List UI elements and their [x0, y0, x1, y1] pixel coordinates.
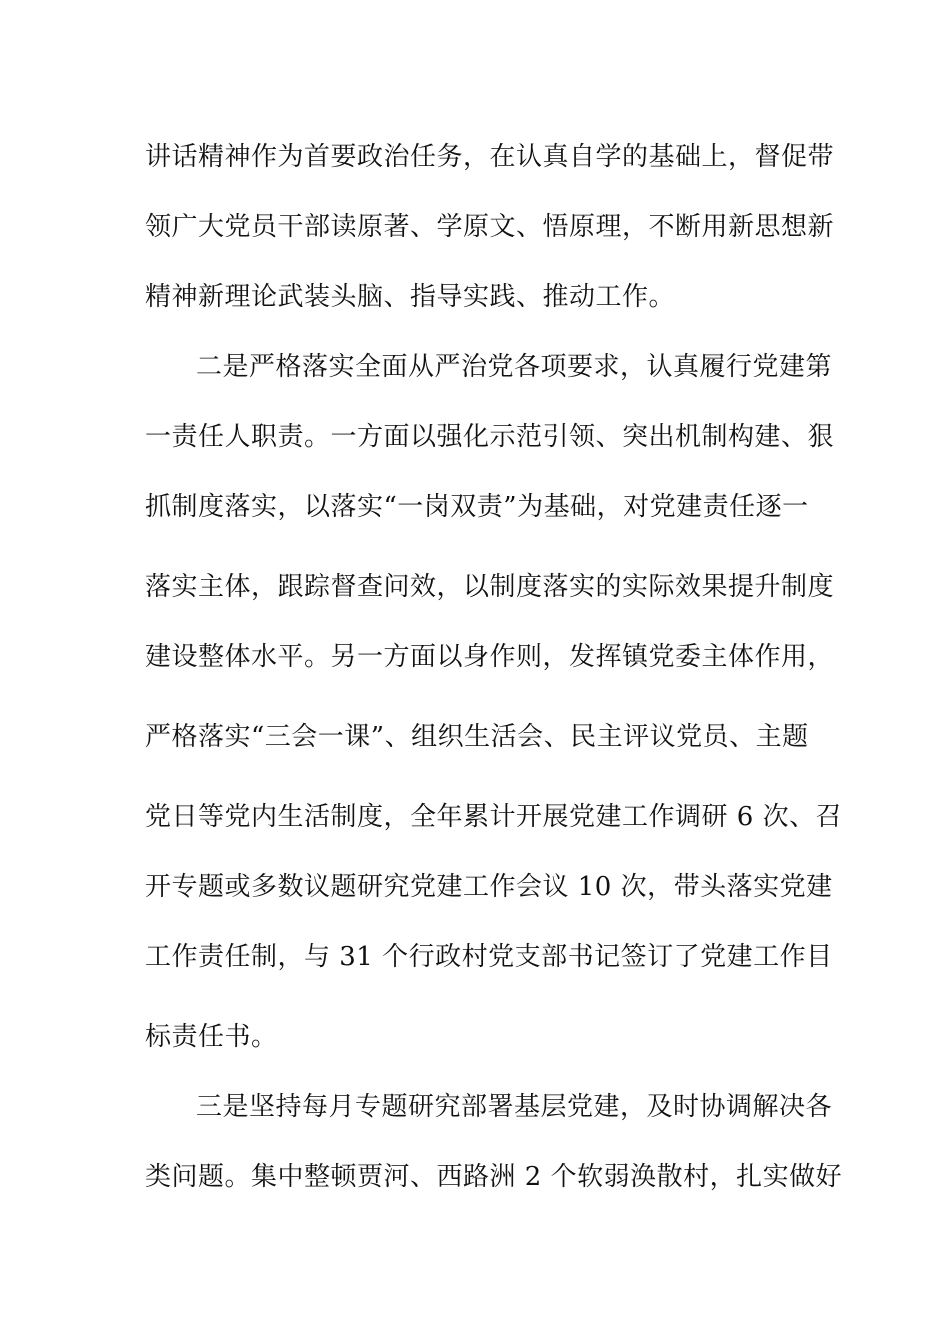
paragraph-3-start: 三是坚持每月专题研究部署基层党建，及时协调解决各 — [196, 1092, 833, 1122]
text-line-1: 讲话精神作为首要政治任务，在认真自学的基础上，督促带 — [145, 142, 835, 172]
text-line-10: 党日等党内生活制度，全年累计开展党建工作调研 6 次、召 — [145, 802, 843, 832]
text-line-9: 严格落实“三会一课”、组织生活会、民主评议党员、主题 — [145, 722, 809, 752]
text-line-13: 标责任书。 — [145, 1022, 278, 1052]
text-line-7: 落实主体，跟踪督查问效，以制度落实的实际效果提升制度 — [145, 572, 835, 602]
text-line-2: 领广大党员干部读原著、学原文、悟原理，不断用新思想新 — [145, 212, 835, 242]
text-line-15: 类问题。集中整顿贾河、西路洲 2 个软弱涣散村，扎实做好 — [145, 1162, 843, 1192]
text-line-3: 精神新理论武装头脑、指导实践、推动工作。 — [145, 282, 676, 312]
text-line-11: 开专题或多数议题研究党建工作会议 10 次，带头落实党建 — [145, 872, 833, 902]
text-line-12: 工作责任制，与 31 个行政村党支部书记签订了党建工作目 — [145, 942, 833, 972]
text-line-6: 抓制度落实，以落实“一岗双责”为基础，对党建责任逐一 — [145, 492, 809, 522]
text-line-8: 建设整体水平。另一方面以身作则，发挥镇党委主体作用， — [145, 642, 835, 672]
paragraph-2-start: 二是严格落实全面从严治党各项要求，认真履行党建第 — [196, 352, 833, 382]
text-line-5: 一责任人职责。一方面以强化示范引领、突出机制构建、狠 — [145, 422, 835, 452]
